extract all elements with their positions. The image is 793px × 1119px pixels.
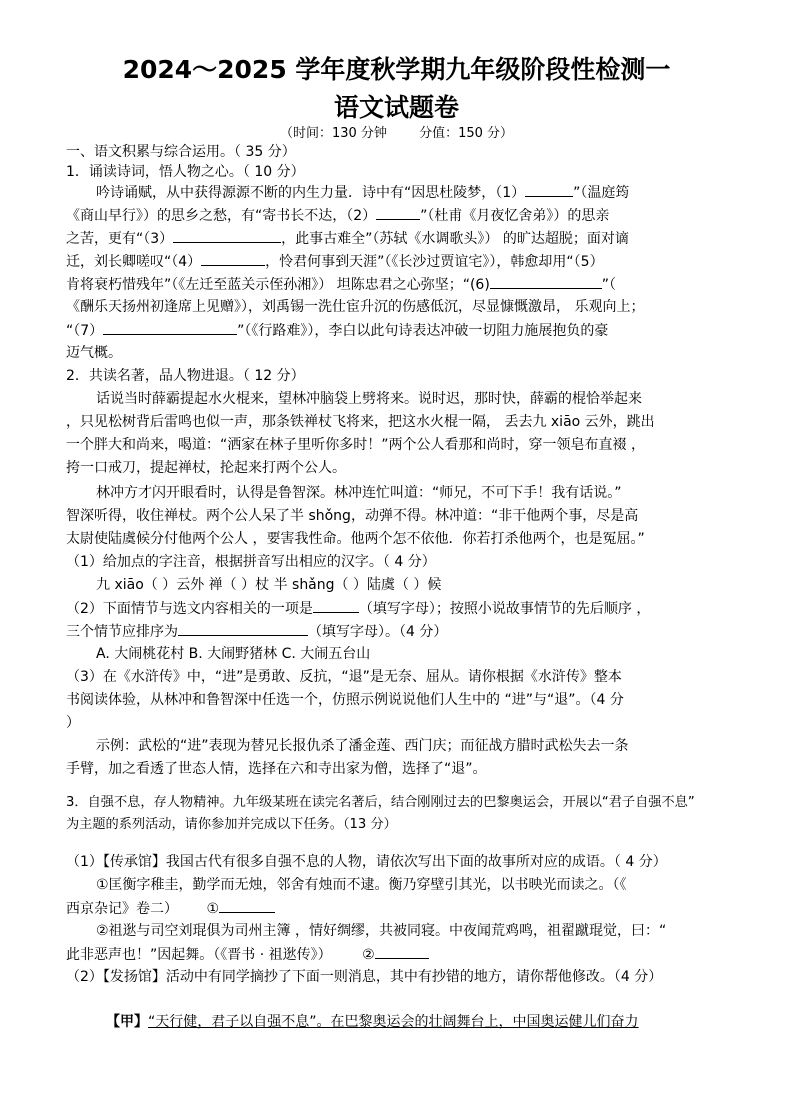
q1-text: ，此事古难全”（苏轼《水调歌头》） 的旷达超脱；面对谪 xyxy=(281,231,629,247)
q2-sub3-line2: 书阅读体验，从林冲和鲁智深中任选一个，仿照示例说说他们人生中的 “进”与“退”。（4 分 xyxy=(66,692,624,708)
answer-blank[interactable] xyxy=(313,598,359,613)
answer-blank[interactable] xyxy=(219,898,275,913)
q1-line-8: 迈气概。 xyxy=(66,345,122,361)
q1-text: 迁，刘长卿嗟叹“（4） xyxy=(66,254,202,270)
q1-text: ”（《行路难》），李白以此句诗表达冲破一切阻力施展抱负的豪 xyxy=(237,323,609,339)
q3-sub1-story1-src xyxy=(66,898,746,919)
q3-text: ② xyxy=(362,947,375,963)
exam-score: 分值：150 分） xyxy=(419,126,514,141)
q3-sub1: （1）【传承馆】我国古代有很多自强不息的人物，请依次写出下面的故事所对应的成语。（ 4 分） xyxy=(66,854,667,870)
q1-text: ，怜君何事到天涯”（《长沙过贾谊宅》），韩愈却用“（5） xyxy=(265,254,604,270)
q1-text: ”（杜甫《月夜忆舍弟》）的思亲 xyxy=(420,208,610,224)
q1-text: 《商山早行》）的思乡之愁，有“寄书长不达，（2） xyxy=(66,208,377,224)
answer-blank[interactable] xyxy=(103,320,237,335)
q3-sub1-story2: ②祖逖与司空刘琨俱为司州主簿 ，情好绸缪，共被同寝。中夜闻荒鸡鸣，祖翟蹴琨觉，曰：“ xyxy=(96,923,667,939)
q2-passage-line: 智深听得，收住禅杖。两个公人呆了半 shǒng，动弹不得。林冲道：“非干他两个事，尽是高 xyxy=(66,508,639,524)
section-1-heading: 一、语文积累与综合运用。（ 35 分） xyxy=(66,144,296,160)
q3-sub1-story1: ①匡衡字稚圭，勤学而无烛，邻舍有烛而不逮。衡乃穿壁引其光，以书映光而读之。（《 xyxy=(96,877,627,893)
answer-blank[interactable] xyxy=(375,944,429,959)
exam-title-line2: 语文试题卷 xyxy=(333,93,459,122)
q2-text: （填写字母）；按照小说故事情节的先后顺序 ， xyxy=(358,601,651,617)
q2-passage-line: 一个胖大和尚来，喝道：“洒家在林子里听你多时！”两个公人看那和尚时，穿一领皂布直裰 ， xyxy=(66,437,645,453)
q3-text: ① xyxy=(206,901,220,917)
q2-sub3-line1: （3）在《水浒传》中，“进”是勇敢、反抗，“退”是无奈、屈从。请你根据《水浒传》整本 xyxy=(66,669,622,685)
q3-jia-tag: 【甲】 xyxy=(106,1014,148,1030)
q1-text: 之苦，更有“（3） xyxy=(66,231,174,247)
q2-heading: 2．共读名著，品人物进退。（ 12 分） xyxy=(66,368,305,384)
q3-sub2: （2）【发扬馆】活动中有同学摘抄了下面一则消息，其中有抄错的地方，请你帮他修改。（4 分） xyxy=(66,969,663,985)
q2-sub2-line1 xyxy=(66,598,746,619)
exam-title-line1: 2024～2025 学年度秋学期九年级阶段性检测一 xyxy=(122,55,671,84)
q2-passage-line: 太尉使陆虞候分付他两个公人 ，要害我性命。他两个怎不依他．你若打杀他两个，也是冤屈。” xyxy=(66,531,645,547)
answer-blank[interactable] xyxy=(490,274,602,289)
q3-jia-text: “天行健，君子以自强不息”。在巴黎奥运会的壮阔舞台上，中国奥运健儿们奋力 xyxy=(148,1014,639,1030)
answer-blank[interactable] xyxy=(525,182,573,197)
q1-text: 肯将衰朽惜残年”（《左迁至蓝关示侄孙湘》） 坦陈忠君之心弥坚；“(6) xyxy=(66,277,490,293)
answer-blank[interactable] xyxy=(201,251,265,266)
q1-line-7 xyxy=(66,320,746,341)
q3-news-jia xyxy=(106,1012,756,1032)
q2-example-line1: 示例：武松的“进”表现为替兄长报仇杀了潘金莲、西门庆；而征战方腊时武松失去一条 xyxy=(96,738,629,754)
q3-intro-line1: 3．自强不息，存人物精神。九年级某班在读完名著后，结合刚刚过去的巴黎奥运会，开展以“君子自强不息” xyxy=(66,795,695,810)
q2-text: （2）下面情节与选文内容相关的一项是 xyxy=(66,601,313,617)
q1-line-4 xyxy=(66,251,746,272)
q1-line-3 xyxy=(66,228,746,249)
q2-passage-line: 林冲方才闪开眼看时，认得是鲁智深。林冲连忙叫道：“师兄，不可下手！我有话说。” xyxy=(96,485,622,501)
q1-text: 吟诗诵赋，从中获得源源不断的内生力量．诗中有“因思杜陵梦，（1） xyxy=(96,185,526,201)
q2-text: 三个情节应排序为 xyxy=(66,624,178,640)
q2-text: （填写字母）。（4 分） xyxy=(308,624,448,640)
q2-sub1-items: 九 xiāo（ ）云外 禅（ ）杖 半 shǎng（ ）陆虞（ ）候 xyxy=(96,577,442,593)
q1-text: “（7） xyxy=(66,323,104,339)
q2-sub1: （1）给加点的字注音，根据拼音写出相应的汉字。（ 4 分） xyxy=(66,554,436,570)
q1-line-6: 《酬乐天扬州初逢席上见赠》），刘禹锡一洗仕宦升沉的伤感低沉，尽显慷慨激昂， 乐观向上； xyxy=(66,299,645,315)
exam-time: （时间：130 分钟 xyxy=(279,126,387,141)
answer-blank[interactable] xyxy=(376,205,420,220)
q1-line-1 xyxy=(96,182,746,203)
q2-passage-line: 挎一口戒刀，提起禅杖，抡起来打两个公人。 xyxy=(66,460,346,476)
answer-blank[interactable] xyxy=(173,228,281,243)
q2-passage-line: 话说当时薛霸提起水火棍来，望林冲脑袋上劈将来。说时迟，那时快，薛霸的棍恰举起来 xyxy=(96,391,642,407)
q2-passage-line: ，只见松树背后雷鸣也似一声，那条铁禅杖飞将来，把这水火棍一隔， 丢去九 xiāo 云外，跳出 xyxy=(66,414,655,430)
q3-text: 此非恶声也！”因起舞。（《晋书 · 祖逖传》） xyxy=(66,947,332,963)
q3-text: 西京杂记》卷二） xyxy=(66,901,178,917)
q2-options: A. 大闹桃花村 B. 大闹野猪林 C. 大闹五台山 xyxy=(96,646,371,662)
exam-meta xyxy=(0,122,793,141)
q1-text: ”（ xyxy=(601,277,617,293)
q1-heading: 1．诵读诗词，悟人物之心。（ 10 分） xyxy=(66,164,305,180)
q1-line-5 xyxy=(66,274,746,295)
q2-example-line2: 手臂，加之看透了世态人情，选择在六和寺出家为僧，选择了“退”。 xyxy=(66,761,487,777)
q1-line-2 xyxy=(66,205,746,226)
answer-blank[interactable] xyxy=(178,621,308,636)
q1-text: ”（温庭筠 xyxy=(573,185,630,201)
q2-sub2-line2 xyxy=(66,621,746,642)
q3-sub1-story2-src xyxy=(66,944,746,965)
q3-intro-line2: 为主题的系列活动，请你参加并完成以下任务。（13 分） xyxy=(66,817,397,832)
q2-sub3-line3: ） xyxy=(66,715,80,731)
